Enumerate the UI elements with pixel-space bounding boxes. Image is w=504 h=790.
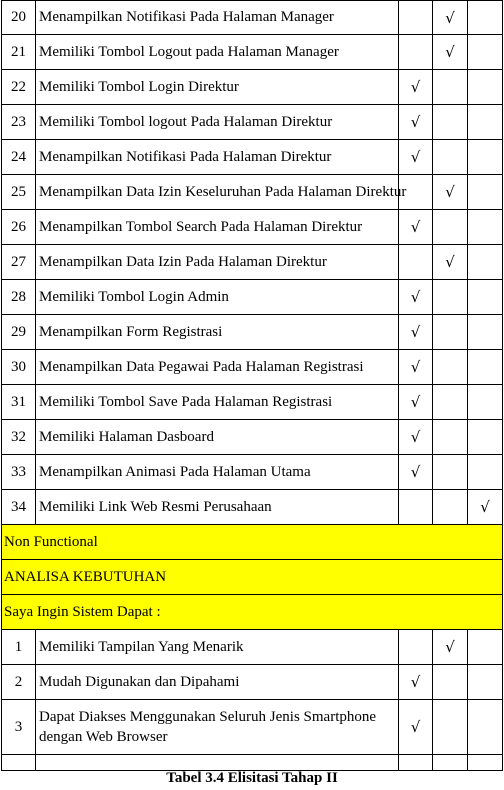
check-col-2 (433, 490, 468, 525)
table-row (2, 385, 503, 420)
check-col-2 (433, 455, 468, 490)
row-number: 2 (2, 665, 36, 700)
row-number: 34 (2, 490, 36, 525)
check-col-3 (468, 1, 503, 35)
row-description: Memiliki Tombol Login Direktur (36, 70, 399, 105)
check-col-3 (468, 700, 503, 755)
row-number: 23 (2, 105, 36, 140)
check-col-3 (468, 315, 503, 350)
check-col-1: √ (399, 385, 433, 420)
row-description: Menampilkan Data Pegawai Pada Halaman Registrasi (36, 350, 399, 385)
table-row (2, 35, 503, 70)
row-description: Dapat Diakses Menggunakan Seluruh Jenis Smartphone dengan Web Browser (36, 700, 399, 755)
check-col-1: √ (399, 70, 433, 105)
row-description: Memiliki Tombol Save Pada Halaman Registrasi (36, 385, 399, 420)
check-col-3 (468, 455, 503, 490)
check-col-1: √ (399, 700, 433, 755)
section-label: Saya Ingin Sistem Dapat : (2, 595, 503, 630)
check-col-3 (468, 350, 503, 385)
table-row (2, 455, 503, 490)
section-saya-ingin (2, 595, 503, 630)
row-number: 33 (2, 455, 36, 490)
check-col-2 (433, 420, 468, 455)
row-description: Menampilkan Notifikasi Pada Halaman Direktur (36, 140, 399, 175)
check-col-3 (468, 630, 503, 665)
row-description: Memiliki Tombol Login Admin (36, 280, 399, 315)
table-row (2, 70, 503, 105)
check-col-1: √ (399, 455, 433, 490)
check-col-2 (433, 315, 468, 350)
table-row (2, 140, 503, 175)
table-row (2, 420, 503, 455)
row-number: 21 (2, 35, 36, 70)
check-col-2 (433, 280, 468, 315)
row-number: 20 (2, 1, 36, 35)
row-number: 22 (2, 70, 36, 105)
check-col-2: √ (433, 1, 468, 35)
check-col-3 (468, 385, 503, 420)
table-row (2, 175, 503, 210)
check-col-1: √ (399, 350, 433, 385)
check-col-2 (433, 105, 468, 140)
row-number: 31 (2, 385, 36, 420)
row-description: Memiliki Halaman Dasboard (36, 420, 399, 455)
check-col-2 (433, 140, 468, 175)
empty-row (2, 755, 503, 771)
check-col-1: √ (399, 280, 433, 315)
table-row (2, 350, 503, 385)
row-number: 25 (2, 175, 36, 210)
table-row (2, 665, 503, 700)
row-description: Menampilkan Notifikasi Pada Halaman Manager (36, 1, 399, 35)
table-row (2, 105, 503, 140)
row-description: Menampilkan Data Izin Keseluruhan Pada Halaman Direktur (36, 175, 399, 210)
row-description: Memiliki Tampilan Yang Menarik (36, 630, 399, 665)
row-number: 28 (2, 280, 36, 315)
check-col-2: √ (433, 175, 468, 210)
row-number: 26 (2, 210, 36, 245)
check-col-1 (399, 490, 433, 525)
check-col-1: √ (399, 420, 433, 455)
check-col-2: √ (433, 35, 468, 70)
check-col-1: √ (399, 315, 433, 350)
elicitation-table (1, 0, 503, 771)
check-col-2 (433, 665, 468, 700)
row-description: Menampilkan Data Izin Pada Halaman Direktur (36, 245, 399, 280)
section-non-functional (2, 525, 503, 560)
check-col-1 (399, 630, 433, 665)
table-row (2, 490, 503, 525)
section-analisa-kebutuhan (2, 560, 503, 595)
check-col-2 (433, 700, 468, 755)
section-label: Non Functional (2, 525, 503, 560)
check-col-3 (468, 140, 503, 175)
functional-rows (2, 1, 503, 525)
check-col-1: √ (399, 140, 433, 175)
check-col-1: √ (399, 665, 433, 700)
check-col-3: √ (468, 490, 503, 525)
check-col-3 (468, 245, 503, 280)
check-col-1 (399, 245, 433, 280)
row-number: 30 (2, 350, 36, 385)
row-number: 1 (2, 630, 36, 665)
check-col-3 (468, 210, 503, 245)
check-col-2 (433, 210, 468, 245)
row-number: 29 (2, 315, 36, 350)
check-col-3 (468, 105, 503, 140)
check-col-1: √ (399, 210, 433, 245)
check-col-1 (399, 35, 433, 70)
check-col-3 (468, 665, 503, 700)
table-row (2, 1, 503, 35)
check-col-2: √ (433, 245, 468, 280)
check-col-3 (468, 280, 503, 315)
check-col-2: √ (433, 630, 468, 665)
row-description: Memiliki Tombol Logout pada Halaman Manager (36, 35, 399, 70)
table-row (2, 630, 503, 665)
row-number: 24 (2, 140, 36, 175)
check-col-3 (468, 70, 503, 105)
check-col-3 (468, 35, 503, 70)
row-description: Menampilkan Tombol Search Pada Halaman Direktur (36, 210, 399, 245)
non-functional-rows (2, 630, 503, 755)
check-col-3 (468, 175, 503, 210)
table-row (2, 315, 503, 350)
table-row (2, 210, 503, 245)
row-number: 3 (2, 700, 36, 755)
row-description: Memiliki Tombol logout Pada Halaman Direktur (36, 105, 399, 140)
table-caption: Tabel 3.4 Elisitasi Tahap II (166, 770, 338, 786)
section-rows (2, 525, 503, 630)
row-description: Menampilkan Form Registrasi (36, 315, 399, 350)
check-col-2 (433, 70, 468, 105)
row-number: 32 (2, 420, 36, 455)
table-row (2, 245, 503, 280)
row-description: Memiliki Link Web Resmi Perusahaan (36, 490, 399, 525)
section-label: ANALISA KEBUTUHAN (2, 560, 503, 595)
check-col-3 (468, 420, 503, 455)
check-col-1 (399, 1, 433, 35)
table-row (2, 700, 503, 755)
row-number: 27 (2, 245, 36, 280)
table-row (2, 280, 503, 315)
row-description: Mudah Digunakan dan Dipahami (36, 665, 399, 700)
row-description: Menampilkan Animasi Pada Halaman Utama (36, 455, 399, 490)
check-col-2 (433, 385, 468, 420)
check-col-2 (433, 350, 468, 385)
check-col-1: √ (399, 105, 433, 140)
